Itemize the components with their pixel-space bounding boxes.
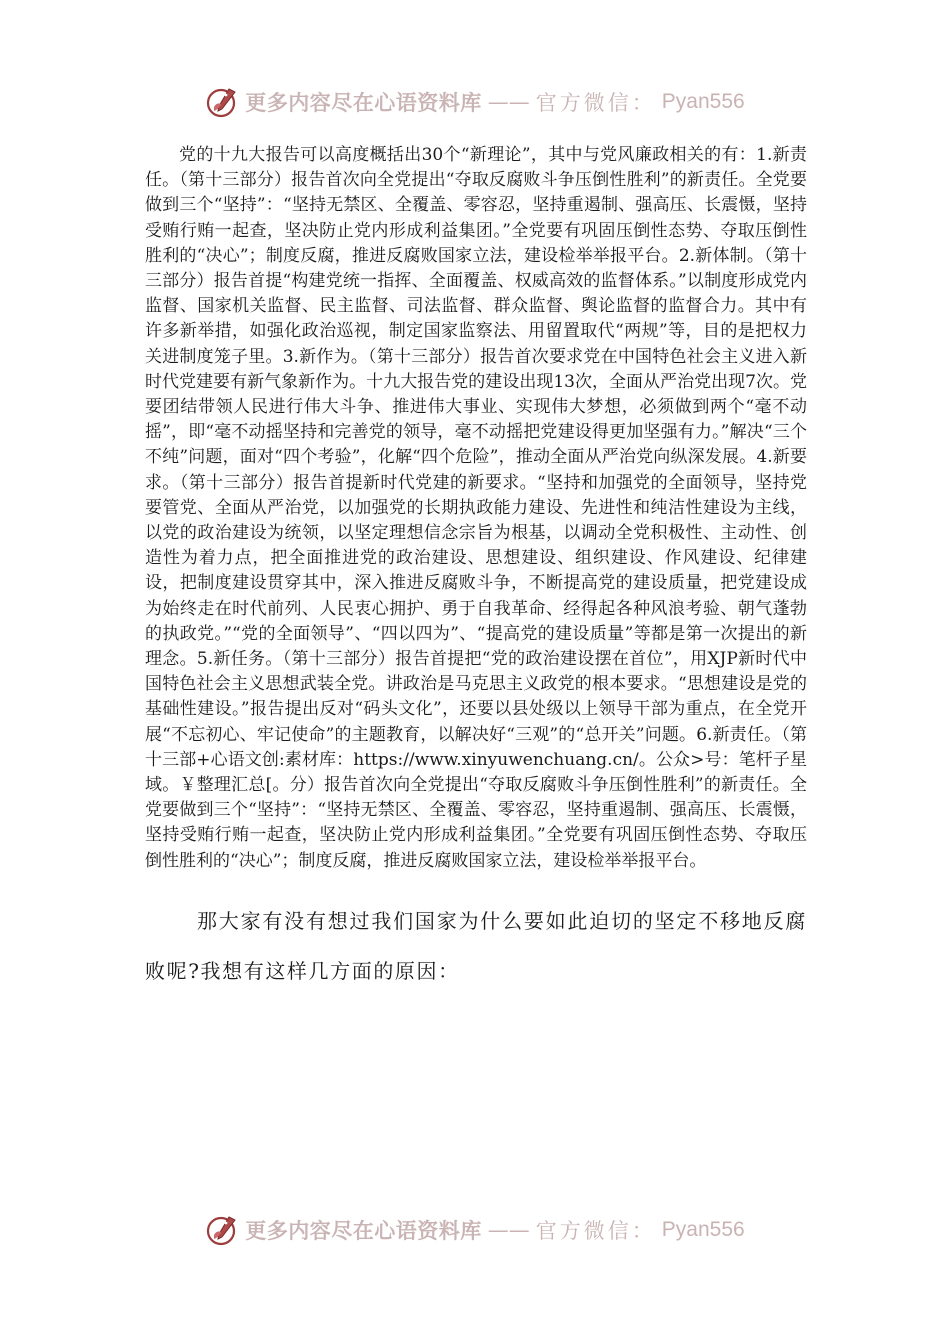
paragraph-question: 那大家有没有想过我们国家为什么要如此迫切的坚定不移地反腐败呢?我想有这样几方面的原因： — [145, 908, 807, 983]
paragraph-report-summary: 党的十九大报告可以高度概括出30个“新理论”，其中与党风廉政相关的有：1.新责任。（第十三部分）报告首次向全党提出“夺取反腐败斗争压倒性胜利”的新责任。全党要做到三个“坚持”：“坚持无禁区、全覆盖、零容忍，坚持重遏制、强高压、长震慑，坚持受贿行贿一起查，坚决防止党内形成利益集团。”全党要有巩固压倒性态势、夺取压倒性胜利的“决心”；制度反腐，推进反腐败国家立法，建设检举举报平台。2.新体制。（第十三部分）报告首提“构建党统一指挥、全面覆盖、权威高效的监督体系。”以制度形成党内监督、国家机关监督、民主监督、司法监督、群众监督、舆论监督的监督合力。其中有许多新举措，如强化政治巡视，制定国家监察法、用留置取代“两规”等，目的是把权力关进制度笼子里。3.新作为。（第十三部分）报告首次要求党在中国特色社会主义进入新时代党建要有新气象新作为。十九大报告党的建设出现13次，全面从严治党出现7次。党要团结带领人民进行伟大斗争、推进伟大事业、实现伟大梦想，必须做到两个“毫不动摇”，即“毫不动摇坚持和完善党的领导，毫不动摇把党建设得更加坚强有力。”解决“三个不纯”问题，面对“四个考验”，化解“四个危险”，推动全面从严治党向纵深发展。4.新要求。（第十三部分）报告首提新时代党建的新要求。“坚持和加强党的全面领导，坚持党要管党、全面从严治党，以加强党的长期执政能力建设、先进性和纯洁性建设为主线，以党的政治建设为统领，以坚定理想信念宗旨为根基，以调动全党积极性、主动性、创造性为着力点，把全面推进党的政治建设、思想建设、组织建设、作风建设、纪律建设，把制度建设贯穿其中，深入推进反腐败斗争，不断提高党的建设质量，把党建设成为始终走在时代前列、人民衷心拥护、勇于自我革命、经得起各种风浪考验、朝气蓬勃的执政党。”“党的全面领导”、“四以四为”、“提高党的建设质量”等都是第一次提出的新理念。5.新任务。（第十三部分）报告首提把“党的政治建设摆在首位”，用XJP新时代中国特色社会主义思想武装全党。讲政治是马克思主义政党的根本要求。“思想建设是党的基础性建设。”报告提出反对“码头文化”，还要以县处级以上领导干部为重点，在全党开展“不忘初心、牢记使命”的主题教育，以解决好“三观”的“总开关”问题。6.新责任。（第十三部+心语文创:素材库：https://www.xinyuwenchuang.cn/。公众>号：笔杆子星域。￥整理汇总[。分）报告首次向全党提出“夺取反腐败斗争压倒性胜利”的新责任。全党要做到三个“坚持”：“坚持无禁区、全覆盖、零容忍，坚持重遏制、强高压、长震慑，坚持受贿行贿一起查，坚决防止党内形成利益集团。”全党要有巩固压倒性态势、夺取压倒性胜利的“决心”；制度反腐，推进反腐败国家立法，建设检举举报平台。 — [145, 145, 807, 871]
header-banner — [0, 80, 950, 124]
banner-dash: —— — [487, 90, 530, 114]
banner-dash: —— — [487, 1218, 530, 1242]
banner-wechat-id: Pyan556 — [661, 90, 745, 113]
banner-wechat-label: 官方微信： — [535, 91, 656, 115]
banner-slogan: 更多内容尽在心语资料库 — [245, 90, 482, 115]
banner-wechat-id: Pyan556 — [661, 1218, 745, 1241]
banner-wechat-label: 官方微信： — [535, 1219, 656, 1243]
pen-nib-circle-logo-icon — [205, 85, 239, 119]
pen-nib-circle-logo-icon — [205, 1213, 239, 1247]
footer-banner — [0, 1208, 950, 1252]
document-body — [145, 143, 807, 996]
banner-slogan: 更多内容尽在心语资料库 — [245, 1218, 482, 1243]
